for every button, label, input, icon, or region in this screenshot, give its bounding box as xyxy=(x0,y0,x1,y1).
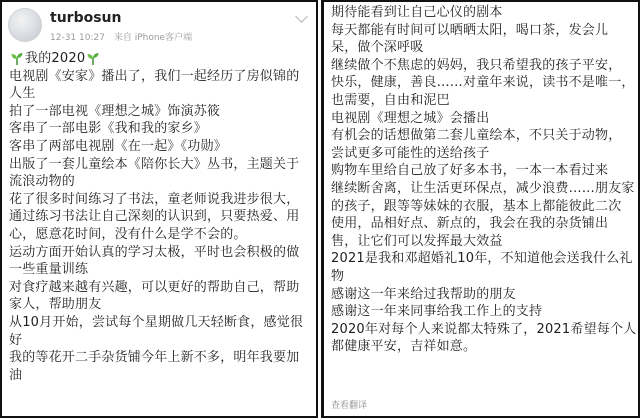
timestamp: 12-31 10:27 xyxy=(50,33,105,43)
post-line: 我的等花开二手杂货铺今年上新不多，明年我要加 xyxy=(9,350,300,366)
post-line: 有机会的话想做第二套儿童绘本，不只关于动物， xyxy=(331,128,622,144)
post-line: 花了很多时间练习了书法，童老师说我进步很大， xyxy=(9,191,300,207)
post-line: 都健康平安，吉祥如意。 xyxy=(331,339,477,355)
post-line: 运动方面开始认真的学习太极，平时也会积极的做 xyxy=(9,244,300,260)
post-header xyxy=(2,2,316,44)
post-line: 通过练习书法让自己深刻的认识到，只要热爱、用 xyxy=(9,209,300,225)
post-title xyxy=(9,50,312,68)
post-line: 快乐，健康，善良……对童年来说，读书不是唯一， xyxy=(331,75,635,91)
post-line: 好 xyxy=(9,332,23,348)
post-line: 客串了两部电视剧《在一起》《功勋》 xyxy=(9,138,227,154)
post-line: 也需要，自由和泥巴 xyxy=(331,92,450,108)
post-line: 出版了一套儿童绘本《陪你长大》丛书，主题关于 xyxy=(9,156,300,172)
avatar[interactable] xyxy=(8,8,42,42)
post-line: 购物车里给自己放了好多本书，一本一本看过来 xyxy=(331,163,609,179)
post-line: 的孩子，跟等等妹妹的衣服，基本上都能彼此二次 xyxy=(331,198,622,214)
post-line: 期待能看到让自己心仪的剧本 xyxy=(331,5,503,20)
username[interactable]: turbosun xyxy=(50,10,122,26)
post-line: 呆，做个深呼吸 xyxy=(331,40,424,56)
post-line: 继续做个不焦虑的妈妈，我只希望我的孩子平安， xyxy=(331,57,622,73)
post-title-text: 我的2020 xyxy=(25,51,86,66)
post-line: 感谢这一年来给过我帮助的朋友 xyxy=(331,286,516,302)
post-right-column xyxy=(321,0,640,418)
post-meta xyxy=(50,30,198,43)
post-line: 电视剧《理想之城》会播出 xyxy=(331,110,490,126)
sprout-icon xyxy=(10,52,24,66)
chevron-down-icon[interactable] xyxy=(295,10,308,23)
post-line: 家人，帮助朋友 xyxy=(9,297,102,313)
post-body-left xyxy=(9,50,312,384)
post-line: 拍了一部电视《理想之城》饰演苏筱 xyxy=(9,103,221,119)
post-line: 对食疗越来越有兴趣，可以更好的帮助自己，帮助 xyxy=(9,279,300,295)
post-line: 售，让它们可以发挥最大效益 xyxy=(331,233,503,249)
post-line: 感谢这一年来同事给我工作上的支持 xyxy=(331,304,543,320)
post-line: 使用，品相好点、新点的，我会在我的杂货铺出 xyxy=(331,216,609,232)
post-left-column xyxy=(0,0,318,418)
post-line: 一些重量训练 xyxy=(9,262,89,278)
post-body-right xyxy=(331,4,637,356)
source-label: 来自 iPhone客户端 xyxy=(113,33,193,43)
post-line: 物 xyxy=(331,268,345,284)
post-line: 2021是我和邓超婚礼10年，不知道他会送我什么礼 xyxy=(331,251,633,267)
post-line: 继续断舍离，让生活更环保点，减少浪费……朋友家 xyxy=(331,180,635,196)
post-line: 心，愿意花时间，没有什么是学不会的。 xyxy=(9,226,247,242)
post-line: 人生 xyxy=(9,86,36,102)
post-line: 电视剧《安家》播出了，我们一起经历了房似锦的 xyxy=(9,68,300,84)
post-line: 油 xyxy=(9,367,23,383)
post-line: 客串了一部电影《我和我的家乡》 xyxy=(9,121,208,137)
translate-link[interactable]: 查看翻译 xyxy=(331,401,368,411)
post-line: 2020年对每个人来说都太特殊了，2021希望每个人 xyxy=(331,321,637,337)
post-line: 每天都能有时间可以晒晒太阳，喝口茶，发会儿 xyxy=(331,22,609,38)
post-line: 流浪动物的 xyxy=(9,174,76,190)
post-line: 从10月开始，尝试每个星期做几天轻断食，感觉很 xyxy=(9,314,304,330)
sprout-icon xyxy=(86,52,100,66)
post-line: 尝试更多可能性的送给孩子 xyxy=(331,145,490,161)
